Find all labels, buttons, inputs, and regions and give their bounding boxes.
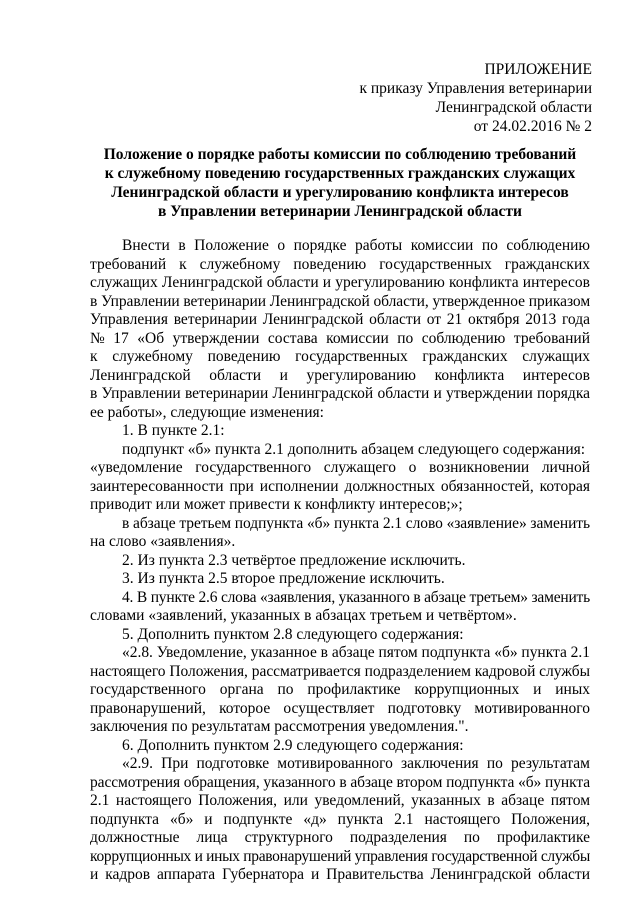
quote-line: заинтересованности при исполнении должностных обязанностей, которая (90, 477, 590, 495)
text-line: словами «заявлений, указанных в абзацах третьем и четвёртом». (90, 607, 517, 624)
item-heading: 3. Из пункта 2.5 второе предложение исключить. (122, 570, 445, 587)
item-heading: 6. Дополнить пунктом 2.9 следующего содержания: (122, 736, 464, 754)
text-line: 4. В пункте 2.6 слова «заявления, указанного в абзаце третьем» заменить (122, 588, 590, 606)
title-line: к служебному поведению государственных гражданских служащих (104, 165, 576, 182)
item-heading: 5. Дополнить пунктом 2.8 следующего содержания: (122, 625, 464, 643)
title-line: в Управлении ветеринарии Ленинградской области (158, 203, 522, 220)
item-5 (90, 626, 590, 737)
text-line: Внести в Положение о порядке работы комиссии по соблюдению (122, 237, 590, 254)
quote-line: 2.1 настоящего Положения, или уведомлений, указанных в абзаце пятом (90, 792, 590, 809)
text-line: ее работы», следующие изменения: (90, 403, 324, 421)
quote-line: настоящего Положения, рассматривается подразделением кадровой службы (90, 662, 590, 680)
text-line: в Управлении ветеринарии Ленинградской области, утвержденное приказом (90, 292, 591, 310)
quote-line: правонарушений, которое осуществляет подготовку мотивированного (90, 699, 590, 717)
item-heading: 1. В пункте 2.1: (122, 422, 225, 439)
quote-line: «2.9. При подготовке мотивированного заключения по результатам (122, 755, 590, 772)
quote-line: государственного органа по профилактике коррупционных и иных (90, 681, 590, 698)
intro-paragraph (90, 237, 590, 422)
quote-line: приводит или может привести к конфликту интересов;»; (90, 496, 463, 513)
appendix-label: ПРИЛОЖЕНИЕ (484, 61, 592, 78)
item-heading: 2. Из пункта 2.3 четвёртое предложение исключить. (122, 551, 466, 569)
text-line: служащих Ленинградской области и урегулированию конфликта интересов (90, 274, 590, 291)
quote-line: коррупционных и иных правонарушений управления государственной службы (90, 847, 590, 865)
text-line: № 17 «Об утверждении состава комиссии по соблюдению требований (90, 329, 590, 347)
text-line: в Управлении ветеринарии Ленинградской области и утверждении порядка (90, 385, 590, 402)
title-line: Положение о порядке работы комиссии по соблюдению требований (103, 146, 577, 163)
item-3 (90, 570, 590, 589)
quote-line: заключения по результатам рассмотрения уведомления.". (90, 718, 469, 735)
document-title (90, 145, 590, 221)
order-reference: к приказу Управления ветеринарии (359, 80, 592, 97)
quote-line: подпункта «б» и подпункте «д» пункта 2.1 настоящего Положения, (90, 810, 590, 828)
item-subclause: подпункт «б» пункта 2.1 дополнить абзацем следующего содержания: (122, 440, 586, 458)
order-date-number: от 24.02.2016 № 2 (473, 118, 592, 135)
item-1 (90, 422, 590, 552)
quote-line: рассмотрения обращения, указанного в абзаце втором подпункта «б» пункта (90, 773, 590, 791)
item-6 (90, 737, 590, 885)
document-body (90, 237, 590, 885)
quote-line: и кадров аппарата Губернатора и Правительства Ленинградской области (90, 866, 590, 883)
item-4 (90, 589, 590, 626)
text-line: на слово «заявления». (90, 533, 236, 550)
quote-line: должностные лица структурного подразделения по профилактике (90, 829, 590, 846)
text-line: к служебному поведению государственных гражданских служащих (90, 348, 590, 365)
text-line: в абзаце третьем подпункта «б» пункта 2.1 слово «заявление» заменить (122, 514, 590, 532)
title-line: Ленинградской области и урегулированию конфликта интересов (111, 184, 569, 201)
text-line: Ленинградской области и урегулированию конфликта интересов (90, 366, 590, 384)
appendix-header (359, 60, 592, 136)
region-name: Ленинградской области (435, 99, 592, 116)
text-line: Управления ветеринарии Ленинградской области от 21 октября 2013 года (90, 311, 590, 328)
text-line: требований к служебному поведению государственных гражданских (90, 255, 590, 273)
item-2 (90, 552, 590, 571)
quote-line: «2.8. Уведомление, указанное в абзаце пятом подпункта «б» пункта 2.1 (122, 644, 590, 661)
quote-line: «уведомление государственного служащего о возникновении личной (90, 459, 590, 476)
